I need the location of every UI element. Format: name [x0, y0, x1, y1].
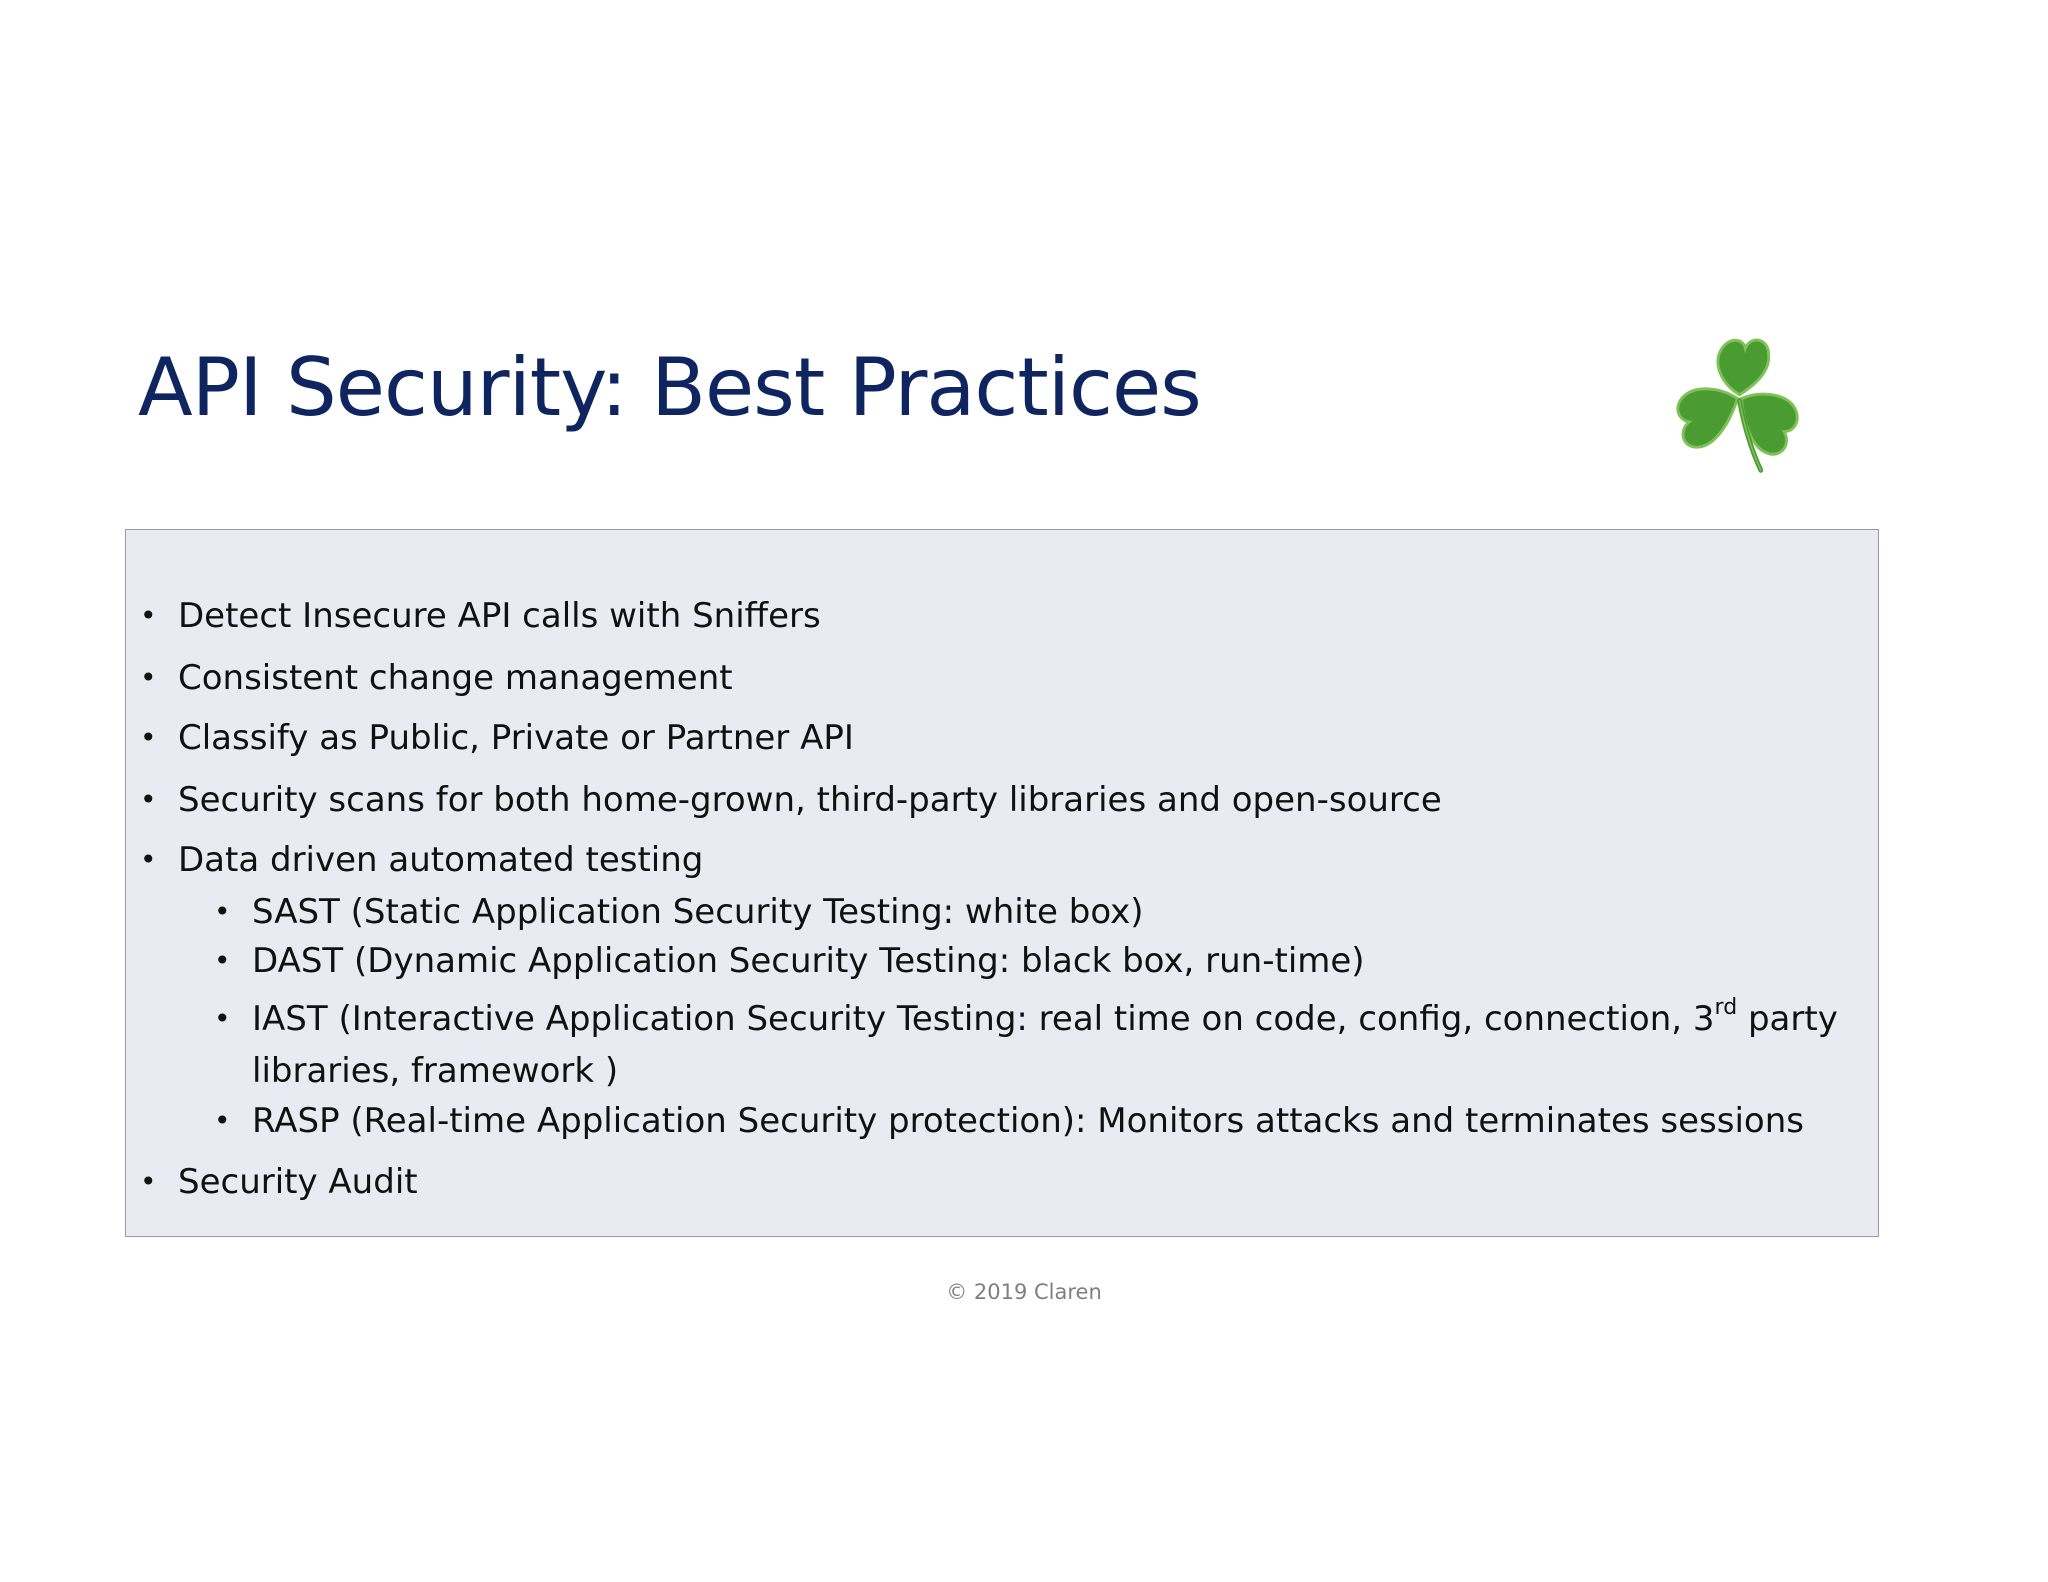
bullet-marker: •	[214, 895, 231, 928]
iast-text: IAST (Interactive Application Security Testing: real time on code, config, connection, 3	[252, 999, 1715, 1039]
bullet-marker: •	[214, 944, 231, 977]
copyright-footer: © 2019 Claren	[946, 1280, 1102, 1304]
bullet-marker: •	[140, 783, 157, 816]
slide-title: API Security: Best Practices	[138, 341, 1201, 434]
sub-bullet-dast: DAST (Dynamic Application Security Testing: black box, run-time)	[252, 941, 1365, 981]
bullet-marker: •	[140, 599, 157, 632]
iast-text-cont: party	[1737, 999, 1838, 1039]
bullet-text: Security Audit	[178, 1162, 418, 1202]
sub-bullet-sast: SAST (Static Application Security Testing: white box)	[252, 892, 1144, 932]
bullet-marker: •	[140, 661, 157, 694]
bullet-marker: •	[140, 1165, 157, 1198]
bullet-text: Classify as Public, Private or Partner API	[178, 718, 854, 758]
content-box	[125, 529, 1879, 1237]
bullet-text: Data driven automated testing	[178, 840, 704, 880]
sub-bullet-iast	[252, 993, 1838, 1045]
bullet-marker: •	[214, 1002, 231, 1035]
iast-superscript: rd	[1714, 994, 1738, 1020]
bullet-text: Security scans for both home-grown, third-party libraries and open-source	[178, 780, 1442, 820]
sub-bullet-rasp: RASP (Real-time Application Security protection): Monitors attacks and terminates sessions	[252, 1101, 1804, 1141]
bullet-marker: •	[140, 721, 157, 754]
bullet-text: Consistent change management	[178, 658, 733, 698]
iast-continuation: libraries, framework )	[252, 1051, 619, 1091]
bullet-marker: •	[214, 1104, 231, 1137]
shamrock-icon	[1662, 325, 1817, 480]
bullet-marker: •	[140, 843, 157, 876]
bullet-text: Detect Insecure API calls with Sniffers	[178, 596, 821, 636]
